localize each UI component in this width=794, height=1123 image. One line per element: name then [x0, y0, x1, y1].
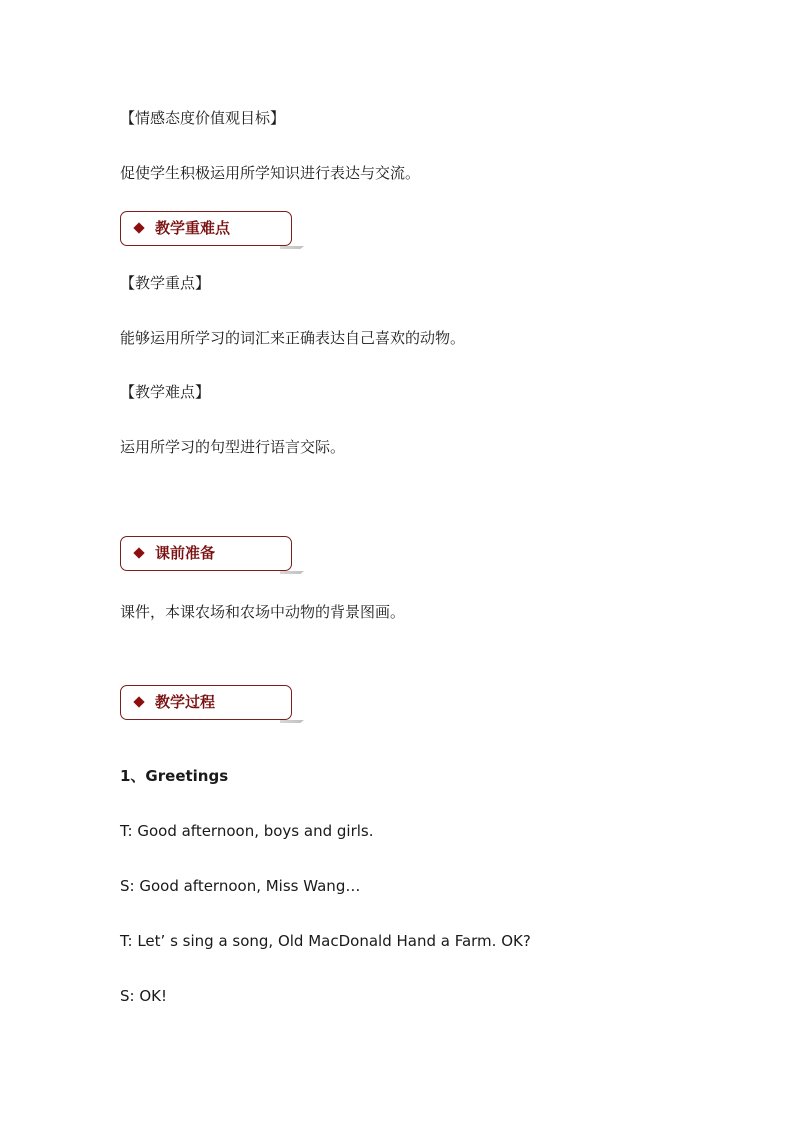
section-header-key-difficult [120, 211, 292, 246]
difficult-points-text: 运用所学习的句型进行语言交际。 [120, 438, 346, 456]
section-header-preparation [120, 536, 292, 571]
difficult-points-heading: 【教学难点】 [120, 383, 211, 401]
section-title: 课前准备 [155, 544, 216, 562]
affective-goal-text: 促使学生积极运用所学知识进行表达与交流。 [120, 164, 421, 182]
section-title: 教学过程 [155, 693, 216, 711]
section-header-process [120, 685, 292, 720]
section-title: 教学重难点 [155, 219, 231, 237]
section-header-shadow [280, 720, 304, 723]
dialogue-line: S: Good afternoon, Miss Wang… [120, 877, 361, 895]
section-header-shadow [280, 246, 304, 249]
affective-goal-heading: 【情感态度价值观目标】 [120, 109, 286, 127]
preparation-text: 课件，本课农场和农场中动物的背景图画。 [120, 603, 406, 621]
section-header-shadow [280, 571, 304, 574]
dialogue-line: T: Good afternoon, boys and girls. [120, 822, 374, 840]
dialogue-line: S: OK! [120, 987, 167, 1005]
key-points-text: 能够运用所学习的词汇来正确表达自己喜欢的动物。 [120, 329, 466, 347]
key-points-heading: 【教学重点】 [120, 274, 211, 292]
dialogue-line: T: Let’ s sing a song, Old MacDonald Hand a Farm. OK? [120, 932, 531, 950]
step1-heading: 1、Greetings [120, 767, 229, 785]
